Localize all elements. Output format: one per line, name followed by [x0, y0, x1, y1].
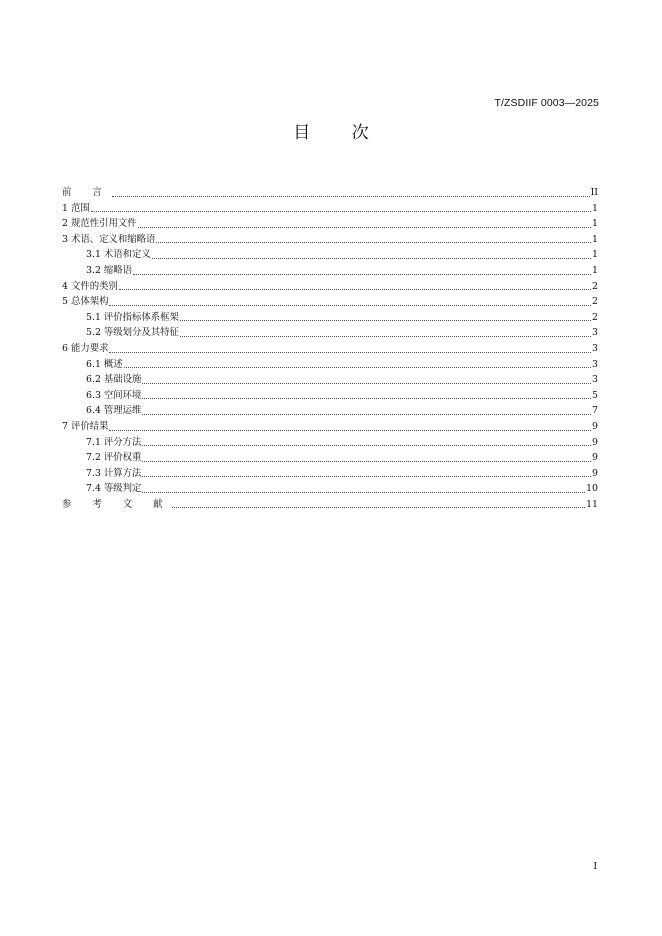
toc-entry[interactable] [62, 232, 598, 248]
toc-entry[interactable] [62, 279, 598, 295]
toc-dot-leader [142, 414, 591, 415]
toc-entry-label: 6.2 基础设施 [86, 374, 142, 386]
toc-entry-page: 3 [592, 327, 598, 339]
toc-dot-leader [138, 227, 591, 228]
toc-entry[interactable] [62, 185, 598, 201]
toc-entry[interactable] [62, 216, 598, 232]
toc-entry-page: 1 [592, 249, 598, 261]
toc-entry-label: 前 言 [62, 187, 111, 198]
toc-entry[interactable] [62, 341, 598, 357]
toc-entry-page: 3 [592, 342, 598, 354]
toc-entry-page: 9 [592, 467, 598, 479]
toc-dot-leader [119, 289, 591, 290]
toc-dot-leader [142, 398, 591, 399]
toc-entry[interactable] [62, 357, 598, 373]
toc-entry[interactable] [62, 201, 598, 217]
toc-dot-leader [142, 492, 585, 493]
toc-entry-page: 2 [592, 296, 598, 308]
toc-entry-label: 5 总体架构 [62, 296, 109, 308]
toc-entry-page: 9 [592, 452, 598, 464]
toc-entry-label: 1 范围 [62, 202, 90, 214]
toc-entry-label: 5.2 等级划分及其特征 [86, 327, 179, 339]
toc-dot-leader [142, 383, 591, 384]
toc-entry-page: 10 [586, 483, 598, 495]
toc-entry-page: 1 [592, 233, 598, 245]
toc-entry-label: 6.1 概述 [86, 358, 123, 370]
table-of-contents [62, 185, 598, 512]
toc-entry-label: 3.2 缩略语 [86, 264, 133, 276]
toc-entry[interactable] [62, 325, 598, 341]
toc-dot-leader [172, 507, 585, 508]
toc-entry[interactable] [62, 310, 598, 326]
toc-entry-page: 7 [592, 405, 598, 417]
toc-entry[interactable] [62, 372, 598, 388]
toc-dot-leader [180, 320, 591, 321]
toc-entry-page: 9 [592, 420, 598, 432]
toc-dot-leader [91, 211, 591, 212]
toc-entry-page: 5 [592, 389, 598, 401]
toc-dot-leader [109, 305, 591, 306]
toc-entry[interactable] [62, 403, 598, 419]
toc-entry[interactable] [62, 294, 598, 310]
toc-entry-page: II [590, 187, 598, 198]
toc-entry-page: 3 [592, 358, 598, 370]
toc-entry[interactable] [62, 450, 598, 466]
toc-dot-leader [180, 336, 591, 337]
toc-entry[interactable] [62, 466, 598, 482]
toc-dot-leader [124, 367, 591, 368]
toc-entry-label: 7.2 评价权重 [86, 452, 142, 464]
toc-dot-leader [142, 476, 591, 477]
toc-entry-page: 1 [592, 202, 598, 214]
toc-dot-leader [156, 242, 591, 243]
toc-dot-leader [109, 430, 591, 431]
toc-entry-label: 4 文件的类别 [62, 280, 118, 292]
toc-entry-label: 7 评价结果 [62, 420, 109, 432]
toc-entry[interactable] [62, 497, 598, 513]
page-title: 目 次 [293, 123, 387, 143]
toc-entry-label: 3 术语、定义和缩略语 [62, 233, 156, 245]
toc-dot-leader [133, 274, 591, 275]
toc-entry[interactable] [62, 481, 598, 497]
toc-entry-page: 11 [586, 498, 598, 510]
toc-dot-leader [142, 445, 591, 446]
toc-entry-page: 1 [592, 264, 598, 276]
toc-entry-label: 7.1 评分方法 [86, 436, 142, 448]
page-number: I [593, 862, 597, 872]
toc-entry-label: 6.3 空间环境 [86, 389, 142, 401]
toc-entry-label: 3.1 术语和定义 [86, 249, 151, 261]
toc-entry[interactable] [62, 247, 598, 263]
toc-entry-label: 6.4 管理运维 [86, 405, 142, 417]
toc-entry-page: 2 [592, 311, 598, 323]
toc-dot-leader [152, 258, 591, 259]
toc-entry-label: 7.4 等级判定 [86, 483, 142, 495]
toc-dot-leader [109, 352, 591, 353]
toc-entry-label: 7.3 计算方法 [86, 467, 142, 479]
toc-entry[interactable] [62, 419, 598, 435]
toc-entry-label: 参 考 文 献 [62, 498, 172, 510]
toc-entry[interactable] [62, 435, 598, 451]
toc-dot-leader [112, 196, 590, 197]
toc-entry-label: 5.1 评价指标体系框架 [86, 311, 179, 323]
toc-entry-page: 9 [592, 436, 598, 448]
toc-entry[interactable] [62, 263, 598, 279]
toc-entry[interactable] [62, 388, 598, 404]
document-code: T/ZSDIIF 0003—2025 [494, 97, 599, 109]
toc-entry-page: 2 [592, 280, 598, 292]
toc-entry-page: 3 [592, 374, 598, 386]
toc-entry-label: 2 规范性引用文件 [62, 218, 137, 230]
toc-entry-page: 1 [592, 218, 598, 230]
toc-dot-leader [142, 461, 591, 462]
toc-entry-label: 6 能力要求 [62, 342, 109, 354]
